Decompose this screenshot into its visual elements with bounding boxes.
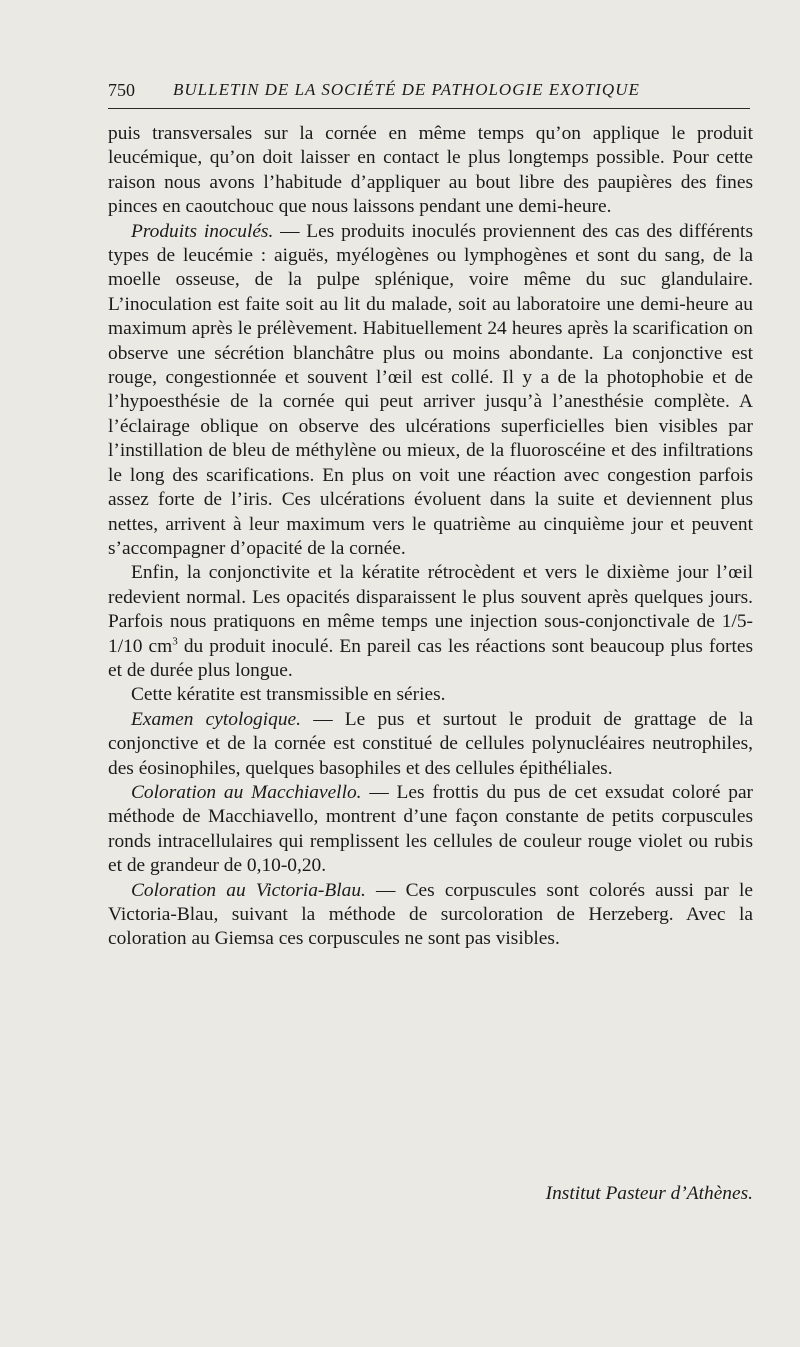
paragraph-lead: Examen cytologique.: [131, 708, 301, 730]
paragraph-text: — Ces corpuscules sont colorés aussi par le Victoria-Blau, suivant la méthode de surcoloration de Herzeberg. Avec la coloration au Giemsa ces corpuscules ne sont pas visibles.: [108, 879, 753, 950]
article-body: [108, 122, 753, 952]
running-header: [108, 80, 753, 104]
superscript: 3: [172, 635, 178, 648]
paragraph-text: Enfin, la conjonctivite et la kératite rétrocèdent et vers le dixième jour l’œil redevient normal. Les opacités disparaissent le plus souvent après quelques jours. Parfois nous pratiquons en même temps une injection sous-conjonctivale de 1/5-1/10 cm: [108, 562, 753, 657]
paragraph-lead: Produits inoculés.: [131, 220, 274, 242]
paragraph-coloration-macchiavello: [108, 781, 753, 879]
paragraph-examen-cytologique: [108, 708, 753, 781]
paragraph-produits-inocules: [108, 220, 753, 562]
paragraph-coloration-victoria-blau: [108, 879, 753, 952]
signature: Institut Pasteur d’Athènes.: [545, 1183, 753, 1204]
paragraph-text: — Les frottis du pus de cet exsudat coloré par méthode de Macchiavello, montrent d’une façon constante de petits corpuscules ronds intracellulaires qui remplissent les cellules de couleur rouge violet ou rubis et de grandeur de 0,10-0,20.: [108, 781, 754, 877]
journal-title: BULLETIN DE LA SOCIÉTÉ DE PATHOLOGIE EXOTIQUE: [173, 80, 640, 99]
page-number: 750: [108, 80, 135, 100]
header-rule: [108, 108, 750, 109]
paragraph-text: Cette kératite est transmissible en séries.: [131, 684, 446, 706]
paragraph-text: — Le pus et surtout le produit de grattage de la conjonctive et de la cornée est constitué de cellules polynucléaires neutrophiles, des éosinophiles, quelques basophiles et des cellules épithéliales.: [108, 708, 754, 779]
paragraph-1: [108, 122, 753, 220]
paragraph-lead: Coloration au Victoria-Blau.: [131, 879, 366, 901]
paragraph-text: puis transversales sur la cornée en même temps qu’on applique le produit leucémique, qu’on doit laisser en contact le plus longtemps possible. Pour cette raison nous avons l’habitude d’appliquer au bout libre des paupières des fines pinces en caoutchouc que nous laissons pendant une demi-heure.: [108, 123, 753, 218]
paragraph-text: — Les produits inoculés proviennent des cas des différents types de leucémie : aiguës, myélogènes ou lymphogènes et sont du sang, de la moelle osseuse, de la pulpe splénique, voire même du suc glandulaire. L’inoculation est faite soit au lit du malade, soit au laboratoire une demi-heure au maximum après le prélèvement. Habituellement 24 heures après la scarification on observe une sécrétion blanchâtre plus ou moins abondante. La conjonctive est rouge, congestionnée et souvent l’œil est collé. Il y a de la photophobie et de l’hypoesthésie de la cornée qui peut arriver jusqu’à l’anesthésie complète. A l’éclairage oblique on observe des ulcérations superficielles bien visibles par l’instillation de bleu de méthylène ou mieux, de la fluoroscéine et des infiltrations le long des scarifications. En plus on voit une réaction avec congestion parfois assez forte de l’iris. Ces ulcérations évoluent dans la suite et deviennent plus nettes, arrivent à leur maximum vers le quatrième au cinquième jour et peuvent s’accompagner d’opacité de la cornée.: [108, 220, 753, 559]
paragraph-lead: Coloration au Macchiavello.: [131, 781, 362, 803]
paragraph-transmissible: [108, 683, 753, 707]
paragraph-text: du produit inoculé. En pareil cas les réactions sont beaucoup plus fortes et de durée plus longue.: [108, 635, 754, 681]
paragraph-enfin: [108, 561, 753, 683]
